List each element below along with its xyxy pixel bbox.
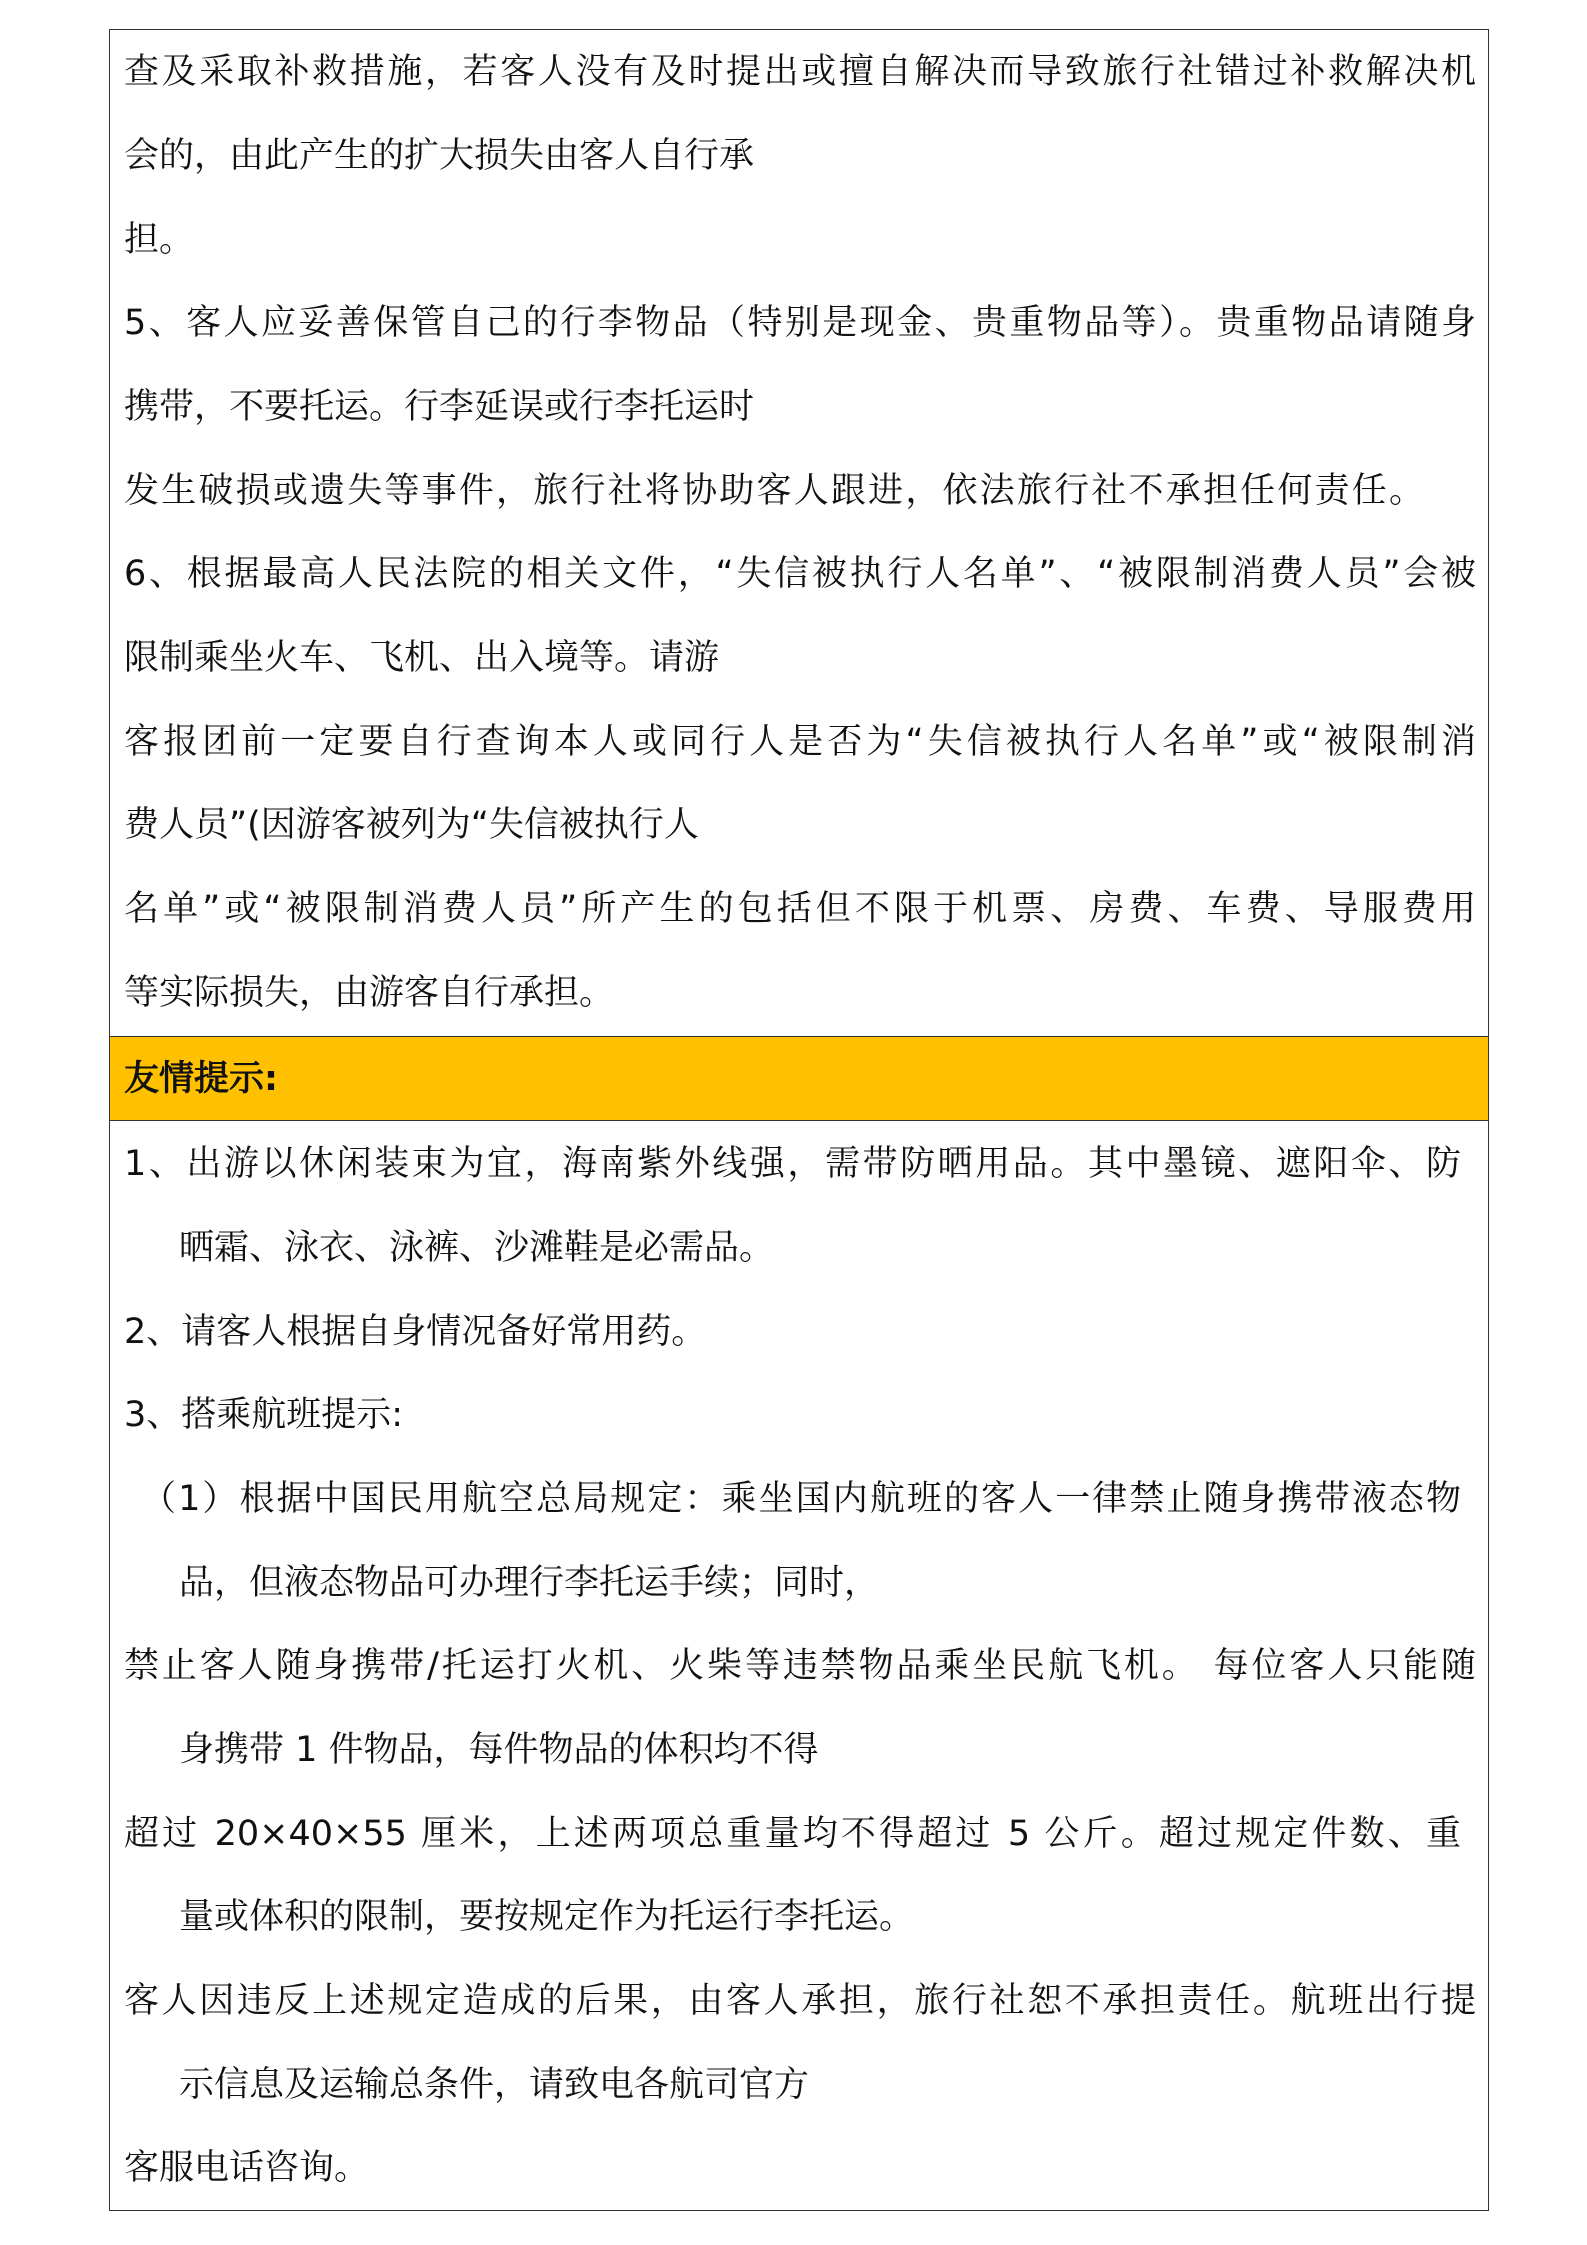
- text-line: 等实际损失，由游客自行承担。: [124, 973, 615, 1013]
- text-line: 5、客人应妥善保管自己的行李物品（特别是现金、贵重物品等）。贵重物品请随身: [124, 303, 1476, 343]
- tip-line: 身携带 1 件物品，每件物品的体积均不得: [179, 1730, 819, 1770]
- tips-header-band: [110, 1036, 1488, 1121]
- tip-line: 禁止客人随身携带/托运打火机、火柴等违禁物品乘坐民航飞机。 每位客人只能随: [124, 1646, 1476, 1686]
- tip-line: 量或体积的限制，要按规定作为托运行李托运。: [179, 1897, 915, 1937]
- tip-line: 2、请客人根据自身情况备好常用药。: [124, 1312, 707, 1352]
- text-line: 名单”或“被限制消费人员”所产生的包括但不限于机票、房费、车费、导服费用: [124, 889, 1476, 929]
- text-line: 费人员”(因游客被列为“失信被执行人: [124, 805, 699, 845]
- tip-line: 晒霜、泳衣、泳裤、沙滩鞋是必需品。: [179, 1228, 775, 1268]
- tip-line: 3、搭乘航班提示:: [124, 1395, 404, 1435]
- tip-line: 超过 20×40×55 厘米，上述两项总重量均不得超过 5 公斤。超过规定件数、重: [124, 1814, 1461, 1854]
- text-line: 携带，不要托运。行李延误或行李托运时: [124, 387, 755, 427]
- tip-line: 1、出游以休闲装束为宜，海南紫外线强，需带防晒用品。其中墨镜、遮阳伞、防: [124, 1144, 1461, 1184]
- text-line: 6、根据最高人民法院的相关文件，“失信被执行人名单”、“被限制消费人员”会被: [124, 554, 1476, 594]
- text-line: 客报团前一定要自行查询本人或同行人是否为“失信被执行人名单”或“被限制消: [124, 722, 1476, 762]
- text-line: 担。: [124, 220, 195, 260]
- text-line: 发生破损或遗失等事件，旅行社将协助客人跟进，依法旅行社不承担任何责任。: [124, 471, 1424, 511]
- text-line: 限制乘坐火车、飞机、出入境等。请游: [124, 638, 720, 678]
- text-line: 查及采取补救措施，若客人没有及时提出或擅自解决而导致旅行社错过补救解决机: [124, 52, 1476, 92]
- tip-line: 客人因违反上述规定造成的后果，由客人承担，旅行社恕不承担责任。航班出行提: [124, 1981, 1476, 2021]
- text-line: 会的，由此产生的扩大损失由客人自行承: [124, 136, 755, 176]
- tip-line: （1）根据中国民用航空总局规定：乘坐国内航班的客人一律禁止随身携带液态物: [141, 1479, 1461, 1519]
- tips-heading: 友情提示:: [124, 1059, 278, 1099]
- tip-line: 客服电话咨询。: [124, 2148, 370, 2188]
- tip-line: 示信息及运输总条件，请致电各航司官方: [179, 2065, 810, 2105]
- tip-line: 品，但液态物品可办理行李托运手续；同时，: [179, 1563, 880, 1603]
